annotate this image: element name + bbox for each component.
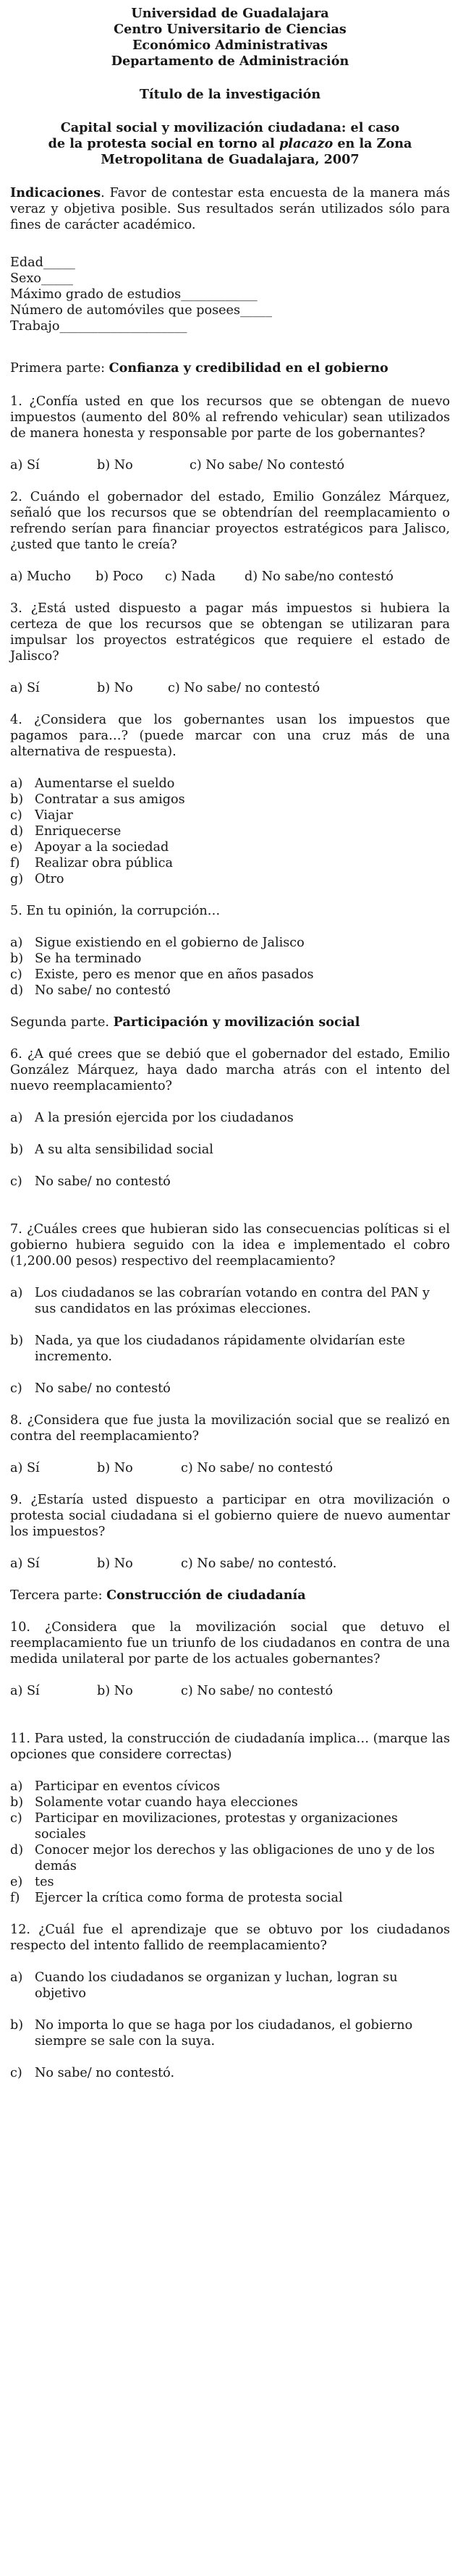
option-letter: c) (10, 1811, 22, 1826)
question-12 (10, 1922, 450, 2081)
title-line (10, 136, 450, 152)
answer-option[interactable] (10, 2065, 450, 2081)
answer-option[interactable]: a) Mucho (10, 569, 72, 584)
answer-options (10, 776, 450, 887)
option-letter: b) (10, 952, 24, 966)
question-11 (10, 1731, 450, 1906)
age-field[interactable]: Edad_____ (10, 255, 75, 270)
option-text: Contratar a sus amigos (35, 792, 185, 807)
title-fragment: en la Zona (337, 136, 412, 151)
option-letter: a) (10, 776, 23, 791)
answer-option[interactable]: c) Nada (165, 569, 216, 584)
question-text: 7. ¿Cuáles crees que hubieran sido las consecuencias políticas si el gobierno hubiera seguido con la idea e implementado el cobro (1,200.00 pesos) respectivo del reemplacamiento? (10, 1222, 450, 1268)
option-text: Existe, pero es menor que en años pasados (35, 967, 314, 982)
answer-options (10, 569, 450, 585)
question-text: 12. ¿Cuál fue el aprendizaje que se obtuvo por los ciudadanos respecto del intento fallido de reemplacamiento? (10, 1923, 450, 1953)
instructions-text: . Favor de contestar esta encuesta de la manera más veraz y objetiva posible. Sus resultados serán utilizados sólo para fines de carácter académico. (10, 186, 450, 232)
option-text: A su alta sensibilidad social (35, 1143, 213, 1157)
institution-header (10, 0, 450, 69)
option-letter: b) (10, 1795, 24, 1810)
option-letter: d) (10, 1843, 24, 1857)
question-5 (10, 903, 450, 999)
answer-option[interactable]: a) Sí (10, 1556, 40, 1571)
question-text: 10. ¿Considera que la movilización social que detuvo el reemplacamiento fue un triunfo de los ciudadanos en contra de una medida unilateral por parte de los actuales gobernantes? (10, 1620, 450, 1666)
header-line: Económico Administrativas (132, 38, 328, 53)
section-prefix: Segunda parte. (10, 1015, 114, 1030)
cars-field[interactable]: Número de automóviles que posees_____ (10, 303, 272, 318)
option-letter: c) (10, 2066, 22, 2080)
header-line: Centro Universitario de Ciencias (114, 22, 347, 37)
option-letter: d) (10, 824, 24, 839)
title-line: Metropolitana de Guadalajara, 2007 (101, 152, 360, 167)
option-text: Sigue existiendo en el gobierno de Jalisco (35, 936, 305, 950)
option-text: No sabe/ no contestó (35, 983, 171, 998)
answer-option[interactable] (10, 1890, 450, 1906)
answer-option[interactable] (10, 1779, 450, 1795)
option-text: Enriquecerse (35, 824, 122, 839)
answer-option[interactable] (10, 967, 450, 983)
option-letter: b) (10, 792, 24, 807)
answer-options (10, 1556, 450, 1572)
question-text: 4. ¿Considera que los gobernantes usan los impuestos que pagamos para…? (puede marcar con una cruz más de una alternativa de respuesta). (10, 713, 450, 759)
question-6 (10, 1046, 450, 1190)
subtitle: Título de la investigación (139, 87, 321, 102)
answer-option[interactable] (10, 1381, 450, 1397)
question-text: 8. ¿Considera que fue justa la movilización social que se realizó en contra del reemplacamiento? (10, 1413, 450, 1444)
option-text: No sabe/ no contestó (35, 1174, 171, 1189)
option-text: Cuando los ciudadanos se organizan y luchan, logran su objetivo (35, 1970, 398, 2001)
answer-option[interactable] (10, 808, 450, 823)
option-text: Nada, ya que los ciudadanos rápidamente olvidarían este incremento. (35, 1334, 406, 1364)
research-title (10, 120, 450, 168)
answer-option[interactable] (10, 951, 450, 967)
question-text: 9. ¿Estaría usted dispuesto a participar en otra movilización o protesta social ciudadana si el gobierno quiere de nuevo aumentar los impuestos? (10, 1493, 450, 1539)
question-1 (10, 394, 450, 473)
answer-option[interactable]: b) No (97, 1684, 133, 1698)
option-text: Otro (35, 872, 64, 886)
answer-option[interactable] (10, 1142, 450, 1158)
respondent-fields (10, 255, 450, 334)
answer-option[interactable]: c) No sabe/ no contestó (181, 1461, 334, 1475)
answer-options (10, 935, 450, 999)
header-line: Universidad de Guadalajara (131, 6, 329, 21)
answer-option[interactable] (10, 1174, 450, 1190)
question-text: 2. Cuándo el gobernador del estado, Emilio González Márquez, señaló que los recursos que se obtendrían del reemplacamiento o refrendo serían para financiar proyectos estratégicos para Jalisco, ¿usted que tanto le creía? (10, 490, 450, 552)
answer-options (10, 1285, 450, 1397)
option-text: tes (35, 1875, 54, 1889)
option-letter: a) (10, 1970, 23, 1985)
section-title: Construcción de ciudadanía (106, 1588, 306, 1603)
answer-option[interactable]: c) No sabe/ no contestó (168, 681, 320, 695)
option-letter: c) (10, 1174, 22, 1189)
answer-option[interactable] (10, 871, 450, 887)
option-text: No importa lo que se haga por los ciudadanos, el gobierno siempre se sale con la suya. (35, 2018, 413, 2048)
option-letter: f) (10, 856, 20, 870)
option-text: Aumentarse el sueldo (35, 776, 175, 791)
option-letter: b) (10, 1334, 24, 1348)
option-letter: c) (10, 1381, 22, 1396)
option-text: No sabe/ no contestó (35, 1381, 171, 1396)
answer-option[interactable]: c) No sabe/ no contestó. (181, 1556, 337, 1571)
answer-options (10, 1779, 450, 1906)
option-letter: a) (10, 1779, 23, 1794)
answer-option[interactable] (10, 1874, 450, 1890)
answer-option[interactable]: a) Sí (10, 1684, 40, 1698)
option-letter: e) (10, 1875, 23, 1889)
option-letter: d) (10, 983, 24, 998)
answer-option[interactable] (10, 983, 450, 999)
question-text: 11. Para usted, la construcción de ciudadanía implica… (marque las opciones que considere correctas) (10, 1732, 450, 1762)
option-text: Ejercer la crítica como forma de protesta social (35, 1891, 343, 1905)
title-line: Capital social y movilización ciudadana: el caso (60, 120, 400, 135)
section-heading (10, 1588, 450, 1603)
option-letter: e) (10, 840, 23, 855)
option-letter: g) (10, 872, 24, 886)
section-title: Participación y movilización social (113, 1014, 360, 1030)
option-letter: a) (10, 1286, 23, 1300)
job-field[interactable]: Trabajo____________________ (10, 319, 187, 334)
question-4 (10, 712, 450, 887)
answer-option[interactable] (10, 776, 450, 792)
header-line: Departamento de Administración (111, 54, 349, 69)
option-text: Solamente votar cuando haya elecciones (35, 1795, 298, 1810)
option-letter: b) (10, 2018, 24, 2033)
question-text: 5. En tu opinión, la corrupción… (10, 904, 221, 918)
option-text: A la presión ejercida por los ciudadanos (35, 1111, 294, 1125)
answer-option[interactable] (10, 1795, 450, 1810)
answer-options (10, 457, 450, 473)
option-text: Apoyar a la sociedad (35, 840, 169, 855)
question-7 (10, 1221, 450, 1397)
answer-option[interactable] (10, 935, 450, 951)
question-text: 1. ¿Confía usted en que los recursos que se obtengan de nuevo impuestos (aumento del 80% al refrendo vehicular) sean utilizados de manera honesta y responsable por parte de los gobernantes? (10, 394, 450, 441)
option-text: No sabe/ no contestó. (35, 2066, 175, 2080)
option-text: Los ciudadanos se las cobrarían votando en contra del PAN y sus candidatos en las próximas elecciones. (35, 1286, 430, 1316)
answer-option[interactable]: b) No (97, 458, 133, 473)
answer-option[interactable]: b) No (97, 1556, 133, 1571)
question-text: 3. ¿Está usted dispuesto a pagar más impuestos si hubiera la certeza de que los recursos que se obtengan se utilizaran para impulsar los proyectos estratégicos que requiere el estado de Jalisco? (10, 601, 450, 664)
answer-option[interactable] (10, 1285, 450, 1317)
answer-option[interactable] (10, 1110, 450, 1126)
answer-option[interactable]: d) No sabe/no contestó (245, 569, 394, 584)
question-2 (10, 489, 450, 585)
answer-options (10, 680, 450, 696)
option-letter: a) (10, 1111, 23, 1125)
question-8 (10, 1412, 450, 1476)
answer-option[interactable] (10, 2017, 450, 2049)
answer-option[interactable] (10, 855, 450, 871)
question-text: 6. ¿A qué crees que se debió que el gobernador del estado, Emilio González Márquez, haya dado marcha atrás con el intento del nuevo reemplacamiento? (10, 1047, 450, 1093)
answer-options (10, 1683, 450, 1699)
answer-option[interactable] (10, 1333, 450, 1365)
option-text: Viajar (35, 808, 73, 823)
education-field[interactable]: Máximo grado de estudios____________ (10, 287, 258, 302)
instructions-label: Indicaciones (10, 185, 101, 200)
answer-option[interactable]: b) Poco (95, 569, 143, 584)
answer-options (10, 1970, 450, 2081)
section-title: Confianza y credibilidad en el gobierno (109, 360, 388, 376)
section-prefix: Tercera parte: (10, 1588, 107, 1603)
sex-field[interactable]: Sexo_____ (10, 271, 73, 286)
answer-option[interactable] (10, 839, 450, 855)
title-fragment: de la protesta social en torno al (48, 136, 275, 151)
section-heading (10, 1014, 450, 1030)
option-letter: c) (10, 967, 22, 982)
option-text: Realizar obra pública (35, 856, 173, 870)
question-3 (10, 601, 450, 696)
answer-option[interactable] (10, 1970, 450, 2001)
instructions (10, 185, 450, 233)
answer-option[interactable]: b) No (97, 1461, 133, 1475)
section-heading (10, 360, 450, 376)
question-9 (10, 1492, 450, 1572)
section-prefix: Primera parte: (10, 361, 109, 376)
answer-option[interactable] (10, 792, 450, 808)
answer-option[interactable]: b) No (97, 681, 133, 695)
option-text: Se ha terminado (35, 952, 142, 966)
option-letter: f) (10, 1891, 20, 1905)
answer-option[interactable] (10, 823, 450, 839)
question-10 (10, 1619, 450, 1699)
answer-option[interactable]: a) Sí (10, 1461, 40, 1475)
option-letter: c) (10, 808, 22, 823)
answer-option[interactable]: a) Sí (10, 681, 40, 695)
answer-option[interactable] (10, 1842, 450, 1874)
option-text: Conocer mejor los derechos y las obligaciones de uno y de los demás (35, 1843, 435, 1873)
option-text: Participar en movilizaciones, protestas y organizaciones sociales (35, 1811, 398, 1842)
answer-option[interactable]: c) No sabe/ no contestó (181, 1684, 334, 1698)
answer-option[interactable]: a) Sí (10, 458, 40, 473)
option-text: Participar en eventos cívicos (35, 1779, 221, 1794)
title-italic-word: placazo (279, 136, 334, 151)
option-letter: b) (10, 1143, 24, 1157)
answer-options (10, 1460, 450, 1476)
answer-option[interactable] (10, 1810, 450, 1842)
option-letter: a) (10, 936, 23, 950)
answer-options (10, 1110, 450, 1190)
answer-option[interactable]: c) No sabe/ No contestó (190, 458, 345, 473)
